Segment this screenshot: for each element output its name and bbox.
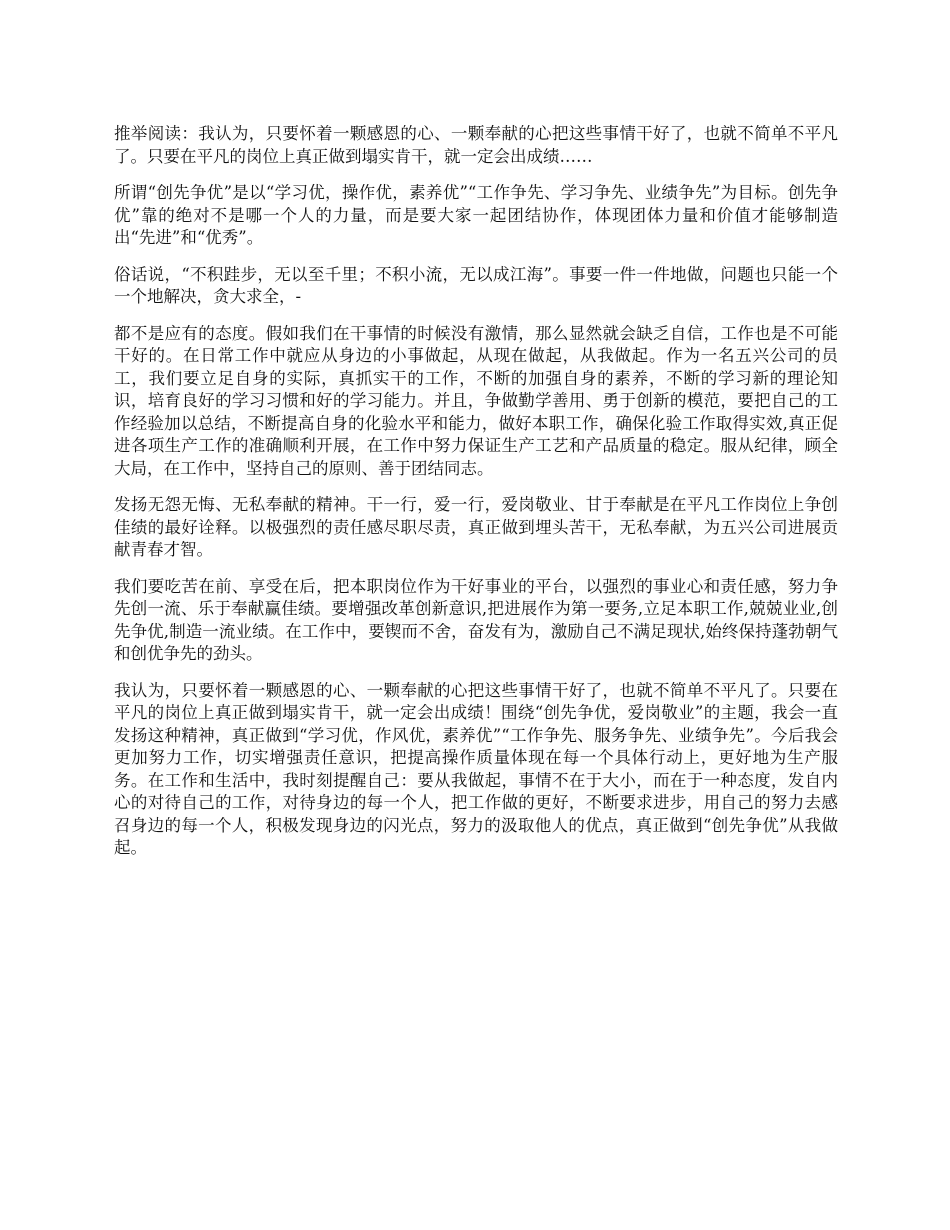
paragraph-6: 我们要吃苦在前、享受在后，把本职岗位作为干好事业的平台，以强烈的事业心和责任感，努力争先创一流、乐于奉献赢佳绩。要增强改革创新意识,把进展作为第一要务,立足本职工作,兢兢业业,创先争优,制造一流业绩。在工作中，要锲而不舍，奋发有为，激励自己不满足现状,始终保持蓬勃朝气和创优争先的劲头。 (114, 576, 838, 663)
paragraph-1: 推举阅读：我认为，只要怀着一颗感恩的心、一颗奉献的心把这些事情干好了，也就不简单不平凡了。只要在平凡的岗位上真正做到塌实肯干，就一定会出成绩…… (114, 124, 838, 166)
document-body (114, 123, 838, 874)
paragraph-2: 所谓“创先争优”是以“学习优，操作优，素养优”“工作争先、学习争先、业绩争先”为目标。创先争优”靠的绝对不是哪一个人的力量，而是要大家一起团结协作，体现团体力量和价值才能够制造出“先进”和“优秀”。 (114, 183, 838, 247)
paragraph-5: 发扬无怨无悔、无私奉献的精神。干一行，爱一行，爱岗敬业、甘于奉献是在平凡工作岗位上争创佳绩的最好诠释。以极强烈的责任感尽职尽责，真正做到埋头苦干，无私奉献，为五兴公司进展贡献青春才智。 (114, 495, 838, 559)
paragraph-3: 俗话说，“不积跬步，无以至千里；不积小流，无以成江海”。事要一件一件地做，问题也只能一个一个地解决，贪大求全，- (114, 264, 838, 306)
paragraph-4: 都不是应有的态度。假如我们在干事情的时候没有激情，那么显然就会缺乏自信，工作也是不可能干好的。在日常工作中就应从身边的小事做起，从现在做起，从我做起。作为一名五兴公司的员工，我们要立足自身的实际，真抓实干的工作，不断的加强自身的素养，不断的学习新的理论知识，培育良好的学习习惯和好的学习能力。并且，争做勤学善用、勇于创新的模范，要把自己的工作经验加以总结，不断提高自身的化验水平和能力，做好本职工作，确保化验工作取得实效,真正促进各项生产工作的准确顺利开展，在工作中努力保证生产工艺和产品质量的稳定。服从纪律，顾全大局，在工作中，坚持自己的原则、善于团结同志。 (114, 323, 838, 478)
paragraph-7: 我认为，只要怀着一颗感恩的心、一颗奉献的心把这些事情干好了，也就不简单不平凡了。只要在平凡的岗位上真正做到塌实肯干，就一定会出成绩！围绕“创先争优，爱岗敬业”的主题，我会一直发扬这种精神，真正做到“学习优，作风优，素养优”“工作争先、服务争先、业绩争先”。今后我会更加努力工作，切实增强责任意识，把提高操作质量体现在每一个具体行动上，更好地为生产服务。在工作和生活中，我时刻提醒自己：要从我做起，事情不在于大小，而在于一种态度，发自内心的对待自己的工作，对待身边的每一个人，把工作做的更好，不断要求进步，用自己的努力去感召身边的每一个人，积极发现身边的闪光点，努力的汲取他人的优点，真正做到“创先争优”从我做起。 (114, 680, 838, 857)
